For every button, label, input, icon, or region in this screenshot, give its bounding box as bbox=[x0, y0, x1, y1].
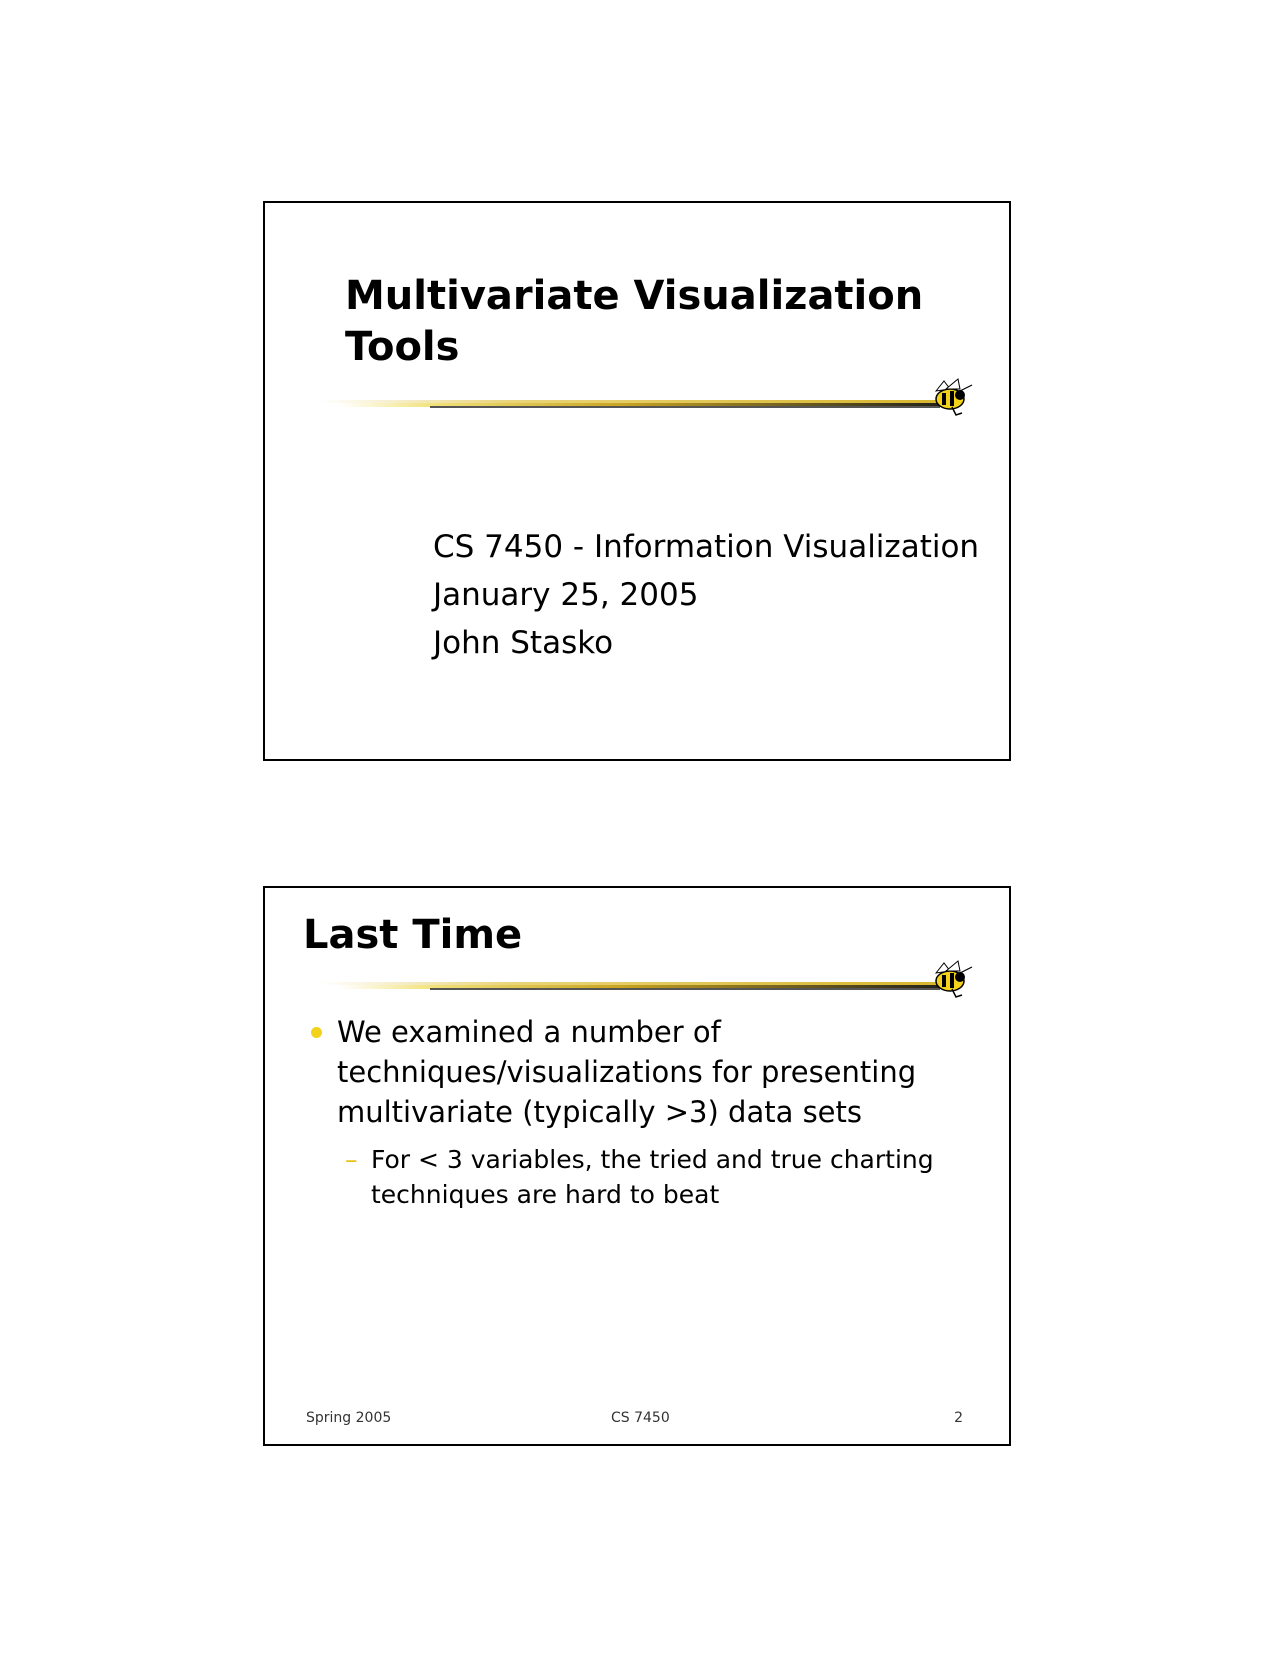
bullet-list bbox=[305, 1012, 985, 1212]
list-item bbox=[305, 1142, 985, 1212]
slide-title: Multivariate Visualization Tools bbox=[345, 273, 924, 370]
footer-page-number: 2 bbox=[954, 1410, 963, 1426]
bullet-dot-icon bbox=[311, 1027, 322, 1038]
footer-semester: Spring 2005 bbox=[306, 1410, 392, 1426]
sub-bullet-text: For < 3 variables, the tried and true charting techniques are hard to beat bbox=[371, 1145, 934, 1209]
content-slide bbox=[263, 886, 1011, 1446]
bullet-text: We examined a number of techniques/visualizations for presenting multivariate (typically >3) data sets bbox=[337, 1015, 917, 1129]
dash-icon: – bbox=[345, 1145, 358, 1174]
footer-course: CS 7450 bbox=[611, 1410, 670, 1426]
yellow-jacket-rule-icon bbox=[320, 957, 980, 1007]
list-item bbox=[305, 1012, 985, 1132]
yellow-jacket-rule-icon bbox=[320, 375, 980, 425]
slide-title: Last Time bbox=[303, 912, 523, 958]
course-name: CS 7450 - Information Visualization bbox=[433, 529, 980, 565]
author-name: John Stasko bbox=[433, 625, 614, 661]
subtitle-block bbox=[433, 523, 979, 667]
title-slide bbox=[263, 201, 1011, 761]
lecture-date: January 25, 2005 bbox=[433, 577, 699, 613]
